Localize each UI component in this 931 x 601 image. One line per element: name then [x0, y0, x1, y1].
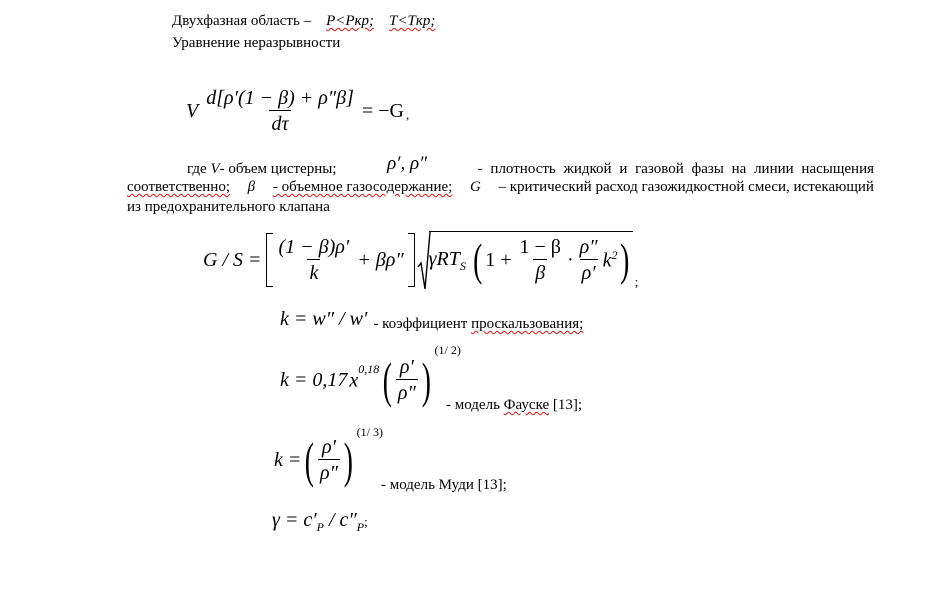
fauske-frac-den: ρ″ — [396, 379, 418, 403]
eq2-frac2-num: 1 − β — [519, 236, 561, 258]
gamma-mid: / c″ — [323, 509, 357, 531]
gamma-trail: ; — [364, 514, 368, 529]
description-line-3: из предохранительного клапана — [127, 199, 330, 215]
eq2-exponent-2: 2 — [611, 248, 618, 263]
desc-where-word: где — [187, 161, 207, 177]
eq2-frac1-den: k — [307, 259, 320, 283]
eq2-k-squared — [603, 249, 618, 271]
eq2-fraction-3 — [578, 237, 600, 283]
description-line-1 — [127, 153, 874, 179]
eq2-sqrt — [417, 231, 633, 289]
fauske-x-var: x — [349, 369, 359, 392]
moody-fraction — [318, 437, 340, 483]
gamma-lhs: γ = c′ — [272, 509, 317, 531]
slip-coefficient-row — [280, 308, 584, 332]
fauske-x-exponent: 0,18 — [358, 362, 380, 377]
fauske-lhs: k = 0,17 — [280, 369, 348, 391]
slip-formula: k = w″ / w′ — [280, 308, 368, 330]
desc-rho-pair: ρ′, ρ″ — [387, 153, 427, 174]
moody-power: (1/ 3) — [356, 425, 383, 439]
fauske-label-prefix: - модель — [446, 397, 500, 413]
slip-label — [373, 317, 583, 332]
eq2-right-bracket — [408, 233, 415, 287]
two-phase-label: Двухфазная область – — [172, 13, 312, 29]
two-phase-header — [172, 14, 435, 29]
gamma-equation — [272, 510, 368, 533]
desc-gas-content: - объемное газосодержание; — [272, 179, 453, 195]
desc-V: V — [210, 161, 220, 177]
eq2-frac1-num: (1 − β)ρ′ — [278, 236, 350, 258]
eq2-plus-term: + βρ″ — [357, 249, 404, 271]
moody-frac-num: ρ′ — [322, 436, 336, 458]
eq2-sqrt-bar — [429, 231, 633, 232]
desc-respectively: соответственно; — [127, 179, 230, 195]
eq2-frac3-den: ρ′ — [580, 259, 598, 283]
fauske-right-paren: ) — [421, 352, 431, 408]
eq1-denominator: dτ — [269, 110, 290, 134]
moody-frac-den: ρ″ — [318, 459, 340, 483]
continuity-title: Уравнение неразрывности — [172, 35, 341, 51]
fauske-label-ref: [13]; — [552, 397, 583, 413]
eq1-fraction — [204, 88, 356, 134]
eq1-rhs: = −G — [361, 100, 404, 122]
eq2-fraction-2 — [518, 237, 563, 283]
fauske-fraction — [396, 357, 418, 403]
eq2-frac2-den: β — [533, 259, 547, 283]
desc-critical-flow: – критический расход газожидкостной смеси, истекающий — [498, 179, 874, 195]
desc-where — [127, 162, 336, 177]
eq2-fraction-1 — [277, 237, 352, 283]
fauske-equation — [280, 343, 461, 412]
description-line-2 — [127, 180, 874, 195]
moody-left-paren: ( — [305, 432, 315, 488]
eq2-trail: ; — [634, 274, 639, 289]
desc-volume-text: - объем цистерны; — [219, 161, 337, 177]
pressure-condition: P<Pкр; — [326, 13, 375, 29]
gamma-sub-2: P — [356, 520, 365, 534]
eq2-frac3-num: ρ″ — [579, 236, 598, 258]
eq2-one-plus: 1 + — [485, 249, 512, 271]
moody-equation — [274, 425, 383, 492]
gamma-sub-1: P — [316, 520, 324, 534]
fauske-power: (1/ 2) — [434, 343, 461, 357]
fauske-x — [349, 362, 380, 392]
desc-density-text: - плотность жидкой и газовой фазы на линии насыщения — [477, 161, 874, 177]
eq2-gamma-RT: γRT — [428, 247, 460, 270]
eq2-sub-S: S — [459, 258, 466, 273]
fauske-frac-num: ρ′ — [399, 356, 414, 378]
eq2-left-paren: ( — [472, 234, 483, 285]
desc-G: G — [469, 179, 481, 195]
eq2-k: k — [602, 249, 612, 272]
eq2-sqrt-sign — [417, 231, 431, 291]
eq1-trail: , — [405, 106, 410, 122]
eq2-gamma-R-T — [429, 249, 466, 272]
eq2-dot: · — [566, 249, 574, 271]
moody-lhs: k = — [274, 449, 302, 471]
eq2-left-bracket — [266, 233, 273, 287]
eq2-inner-paren — [470, 234, 633, 285]
fauske-label-name: Фауске — [503, 397, 550, 413]
temperature-condition: T<Tкр; — [389, 13, 436, 29]
fauske-left-paren: ( — [383, 352, 393, 408]
fauske-label — [446, 398, 582, 413]
eq1-numerator: d[ρ′(1 − β) + ρ″β] — [206, 87, 354, 109]
critical-flow-equation — [203, 232, 638, 288]
eq2-lhs: G / S = — [203, 249, 262, 271]
eq2-right-paren: ) — [620, 234, 630, 285]
slip-label-prefix: - коэффициент — [373, 316, 468, 332]
continuity-equation — [186, 88, 409, 134]
moody-label: - модель Муди [13]; — [381, 477, 507, 493]
slip-label-word: проскальзования; — [471, 316, 584, 332]
eq1-volume: V — [186, 100, 199, 122]
moody-right-paren: ) — [343, 432, 353, 488]
desc-beta: β — [247, 179, 256, 195]
